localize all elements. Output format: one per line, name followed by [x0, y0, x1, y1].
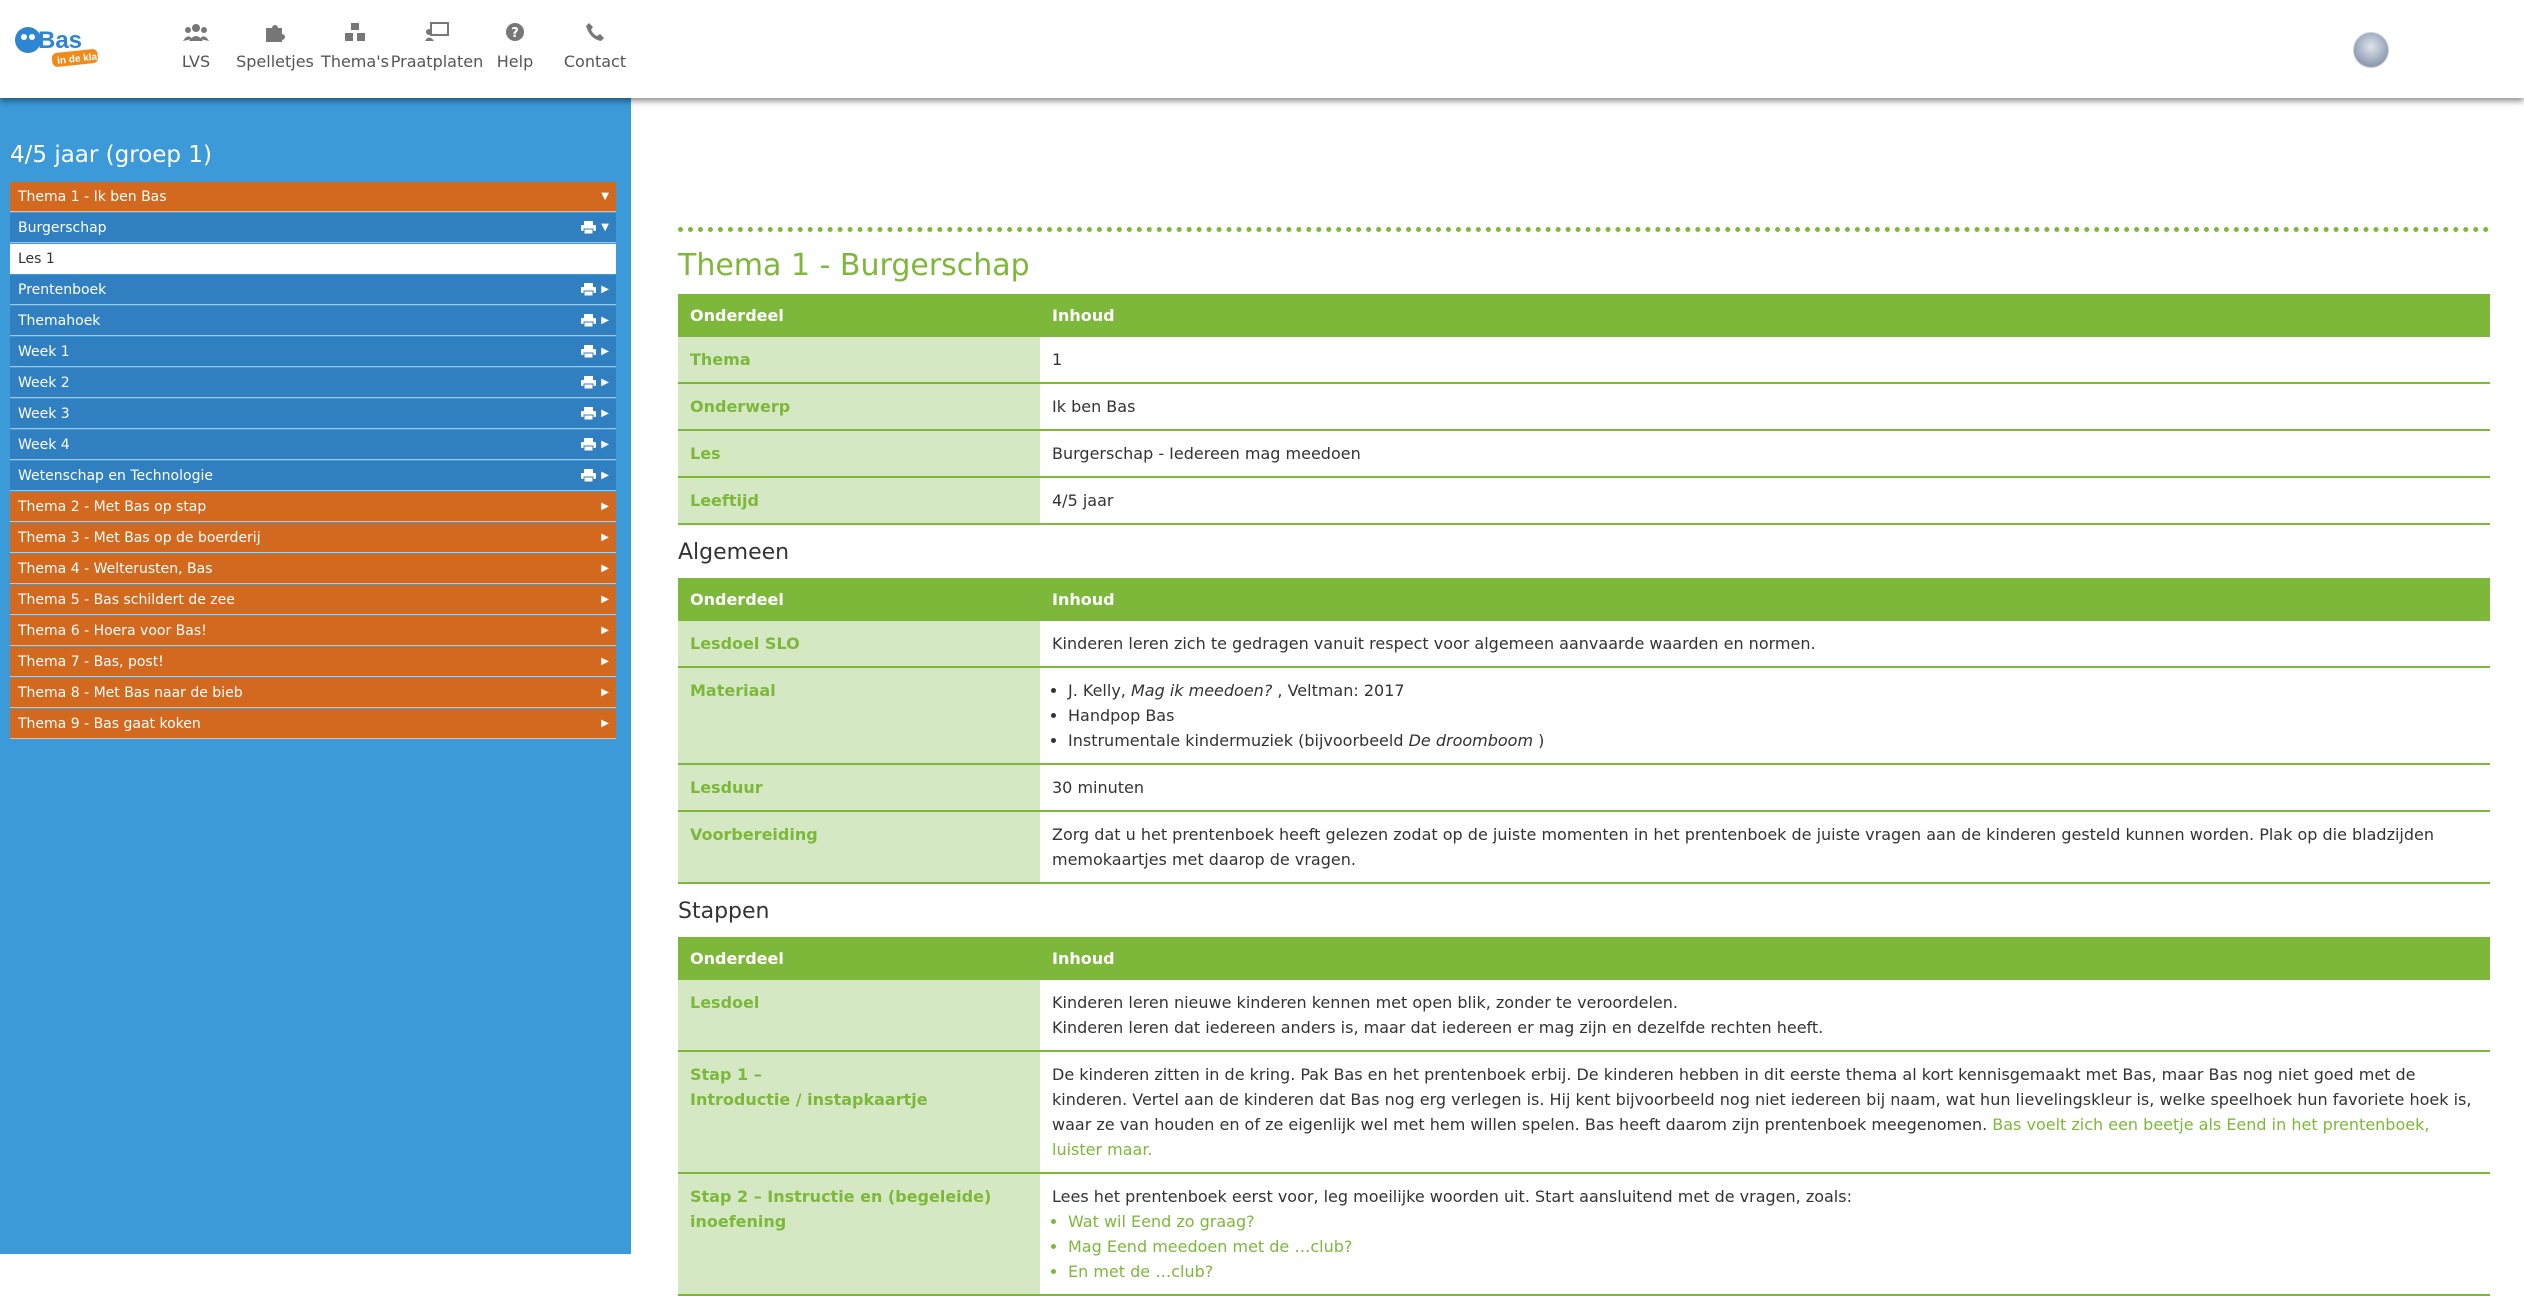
sidebar-title: 4/5 jaar (groep 1) [10, 142, 212, 168]
caret-right-icon: ▶ [601, 625, 609, 636]
menu-item-label: Prentenboek [18, 282, 107, 298]
row-value: Ik ben Bas [1040, 383, 2490, 430]
menu-item-prentenboek[interactable] [10, 275, 616, 305]
menu-item-thema-6[interactable] [10, 616, 616, 646]
caret-right-icon: ▶ [601, 284, 609, 295]
menu-item-thema-8[interactable] [10, 678, 616, 708]
row-value: Burgerschap - Iedereen mag meedoen [1040, 430, 2490, 477]
question-list [1052, 1209, 2478, 1284]
menu-item-thema-3[interactable] [10, 523, 616, 553]
user-avatar[interactable] [2353, 32, 2389, 68]
menu-item-burgerschap[interactable] [10, 213, 616, 243]
column-header-inhoud: Inhoud [1040, 937, 2490, 980]
step-label: Introductie / instapkaartje [690, 1090, 928, 1109]
row-value: Zorg dat u het prentenboek heeft gelezen zodat op de juiste momenten in het prentenboek de juiste vragen aan de kinderen gesteld kunnen worden. Plak op die bladzijden memokaartjes met daarop de vragen. [1040, 811, 2490, 883]
table-header-row [678, 937, 2490, 980]
caret-right-icon: ▶ [601, 470, 609, 481]
table-row [678, 477, 2490, 524]
row-value [1040, 667, 2490, 764]
table-row [678, 1173, 2490, 1295]
print-icon[interactable] [581, 376, 596, 389]
list-item-text: Instrumentale kindermuziek (bijvoorbeeld [1068, 731, 1409, 750]
menu-item-week-4[interactable] [10, 430, 616, 460]
caret-right-icon: ▶ [601, 408, 609, 419]
svg-text:?: ? [511, 26, 519, 41]
list-item-text: J. Kelly, [1068, 681, 1131, 700]
list-item-text: Handpop Bas [1068, 706, 1175, 725]
music-title: De droomboom [1408, 731, 1534, 750]
column-header-inhoud: Inhoud [1040, 294, 2490, 337]
table-row [678, 980, 2490, 1051]
table-row [678, 1051, 2490, 1173]
print-icon[interactable] [581, 438, 596, 451]
list-item: • Mag Eend meedoen met de …club? [1068, 1234, 2478, 1259]
column-header-onderdeel: Onderdeel [678, 937, 1040, 980]
menu-item-label: Thema 7 - Bas, post! [18, 654, 164, 670]
row-value: Kinderen leren zich te gedragen vanuit respect voor algemeen aanvaarde waarden en normen. [1040, 621, 2490, 667]
menu-item-wetenschap[interactable] [10, 461, 616, 491]
menu-item-label: Thema 1 - Ik ben Bas [18, 189, 167, 205]
logo-subtext: in de klas [56, 51, 104, 67]
row-value: 4/5 jaar [1040, 477, 2490, 524]
table-header-row [678, 294, 2490, 337]
caret-right-icon: ▶ [601, 439, 609, 450]
nav-label: Thema's [321, 52, 389, 71]
lesdoel-line: Kinderen leren dat iedereen anders is, maar dat iedereen er mag zijn en dezelfde rechten heeft. [1052, 1018, 1824, 1037]
menu-item-thema-4[interactable] [10, 554, 616, 584]
table-row [678, 383, 2490, 430]
logo-text: Bas [38, 27, 83, 54]
table-row [678, 621, 2490, 667]
step-text: Lees het prentenboek eerst voor, leg moeilijke woorden uit. Start aansluitend met de vragen, zoals: [1052, 1187, 1852, 1206]
step-text: De kinderen zitten in de kring. Pak Bas en het prentenboek erbij. De kinderen hebben in dit eerste thema al kort kennisgemaakt met Bas, maar Bas nog niet goed met de kinderen. Vertel aan de kinderen dat Bas nog erg verlegen is. Hij kent bijvoorbeeld nog niet iedereen bij naam, wat hun lievelingskleur is, welke speelhoek hun favoriete hoek is, waar ze van houden en of ze eigenlijk wel met hem willen spelen. Bas heeft daarom zijn prentenboek meegenomen. [1052, 1065, 2472, 1134]
sidebar-menu [10, 182, 616, 740]
list-item [1068, 703, 2478, 728]
row-value: 30 minuten [1040, 764, 2490, 811]
caret-right-icon: ▶ [601, 687, 609, 698]
menu-item-label: Thema 9 - Bas gaat koken [18, 716, 201, 732]
phone-icon [545, 22, 645, 48]
menu-item-label: Thema 6 - Hoera voor Bas! [18, 623, 207, 639]
row-key: Onderwerp [678, 383, 1040, 430]
menu-item-thema-1[interactable] [10, 182, 616, 212]
caret-right-icon: ▶ [601, 563, 609, 574]
menu-item-label: Thema 8 - Met Bas naar de bieb [18, 685, 243, 701]
nav-label: Spelletjes [236, 52, 314, 71]
material-list [1052, 678, 2478, 753]
caret-right-icon: ▶ [601, 346, 609, 357]
row-key: Leeftijd [678, 477, 1040, 524]
nav-label: LVS [181, 52, 211, 71]
menu-item-label: Wetenschap en Technologie [18, 468, 213, 484]
row-value [1040, 1173, 2490, 1295]
menu-item-week-3[interactable] [10, 399, 616, 429]
row-key [678, 1051, 1040, 1173]
nav-contact[interactable] [545, 22, 645, 71]
list-item [1068, 678, 2478, 703]
list-item: • Wat wil Eend zo graag? [1068, 1209, 2478, 1234]
list-item-text: ) [1533, 731, 1545, 750]
caret-right-icon: ▶ [601, 501, 609, 512]
menu-item-label: Week 1 [18, 344, 70, 360]
overview-table [678, 294, 2490, 525]
list-item-text: , Veltman: 2017 [1272, 681, 1405, 700]
nav-label: Praatplaten [390, 52, 484, 71]
row-key: Lesdoel [678, 980, 1040, 1051]
table-row [678, 764, 2490, 811]
caret-right-icon: ▶ [601, 315, 609, 326]
row-key: Materiaal [678, 667, 1040, 764]
menu-item-les-1[interactable] [10, 244, 616, 274]
step-label: Stap 1 – [690, 1065, 762, 1084]
table-row [678, 430, 2490, 477]
menu-item-label: Les 1 [18, 251, 55, 267]
lesdoel-line: Kinderen leren nieuwe kinderen kennen met open blik, zonder te veroordelen. [1052, 993, 1678, 1012]
row-key: Les [678, 430, 1040, 477]
print-icon[interactable] [581, 345, 596, 358]
menu-item-label: Burgerschap [18, 220, 107, 236]
column-header-onderdeel: Onderdeel [678, 294, 1040, 337]
menu-item-label: Week 3 [18, 406, 70, 422]
row-key: Lesdoel SLO [678, 621, 1040, 667]
menu-item-week-1[interactable] [10, 337, 616, 367]
caret-down-icon: ▼ [601, 222, 609, 233]
caret-right-icon: ▶ [601, 377, 609, 388]
print-icon[interactable] [581, 283, 596, 296]
caret-right-icon: ▶ [601, 718, 609, 729]
row-value [1040, 1051, 2490, 1173]
caret-right-icon: ▶ [601, 656, 609, 667]
caret-down-icon: ▼ [601, 191, 609, 202]
menu-item-label: Week 4 [18, 437, 70, 453]
bas-logo[interactable] [10, 20, 110, 70]
table-row [678, 811, 2490, 883]
nav-label: Contact [563, 52, 627, 71]
stappen-table [678, 937, 2490, 1296]
table-header-row [678, 578, 2490, 621]
menu-item-week-2[interactable] [10, 368, 616, 398]
table-row [678, 337, 2490, 383]
print-icon[interactable] [581, 221, 596, 234]
list-item [1068, 728, 2478, 753]
menu-item-thema-7[interactable] [10, 647, 616, 677]
row-key: Voorbereiding [678, 811, 1040, 883]
caret-right-icon: ▶ [601, 532, 609, 543]
section-title-algemeen: Algemeen [678, 540, 790, 565]
highlight-text: Bas voelt zich een beetje als Eend in het prentenboek, luister maar. [1052, 1115, 2430, 1159]
dotted-divider [678, 227, 2490, 232]
print-icon[interactable] [581, 469, 596, 482]
print-icon[interactable] [581, 407, 596, 420]
menu-item-themahoek[interactable] [10, 306, 616, 336]
menu-item-label: Thema 5 - Bas schildert de zee [18, 592, 235, 608]
menu-item-label: Thema 2 - Met Bas op stap [18, 499, 207, 515]
row-key: Lesduur [678, 764, 1040, 811]
book-title: Mag ik meedoen? [1130, 681, 1273, 700]
section-title-stappen: Stappen [678, 899, 770, 924]
list-item: • En met de …club? [1068, 1259, 2478, 1284]
row-key: Thema [678, 337, 1040, 383]
print-icon[interactable] [581, 314, 596, 327]
menu-item-label: Thema 3 - Met Bas op de boerderij [18, 530, 261, 546]
top-navbar [0, 0, 2524, 98]
column-header-inhoud: Inhoud [1040, 578, 2490, 621]
caret-right-icon: ▶ [601, 594, 609, 605]
sidebar [0, 98, 631, 1254]
table-row [678, 667, 2490, 764]
algemeen-table [678, 578, 2490, 884]
menu-item-label: Thema 4 - Welterusten, Bas [18, 561, 213, 577]
menu-item-label: Week 2 [18, 375, 70, 391]
row-value: 1 [1040, 337, 2490, 383]
page-title: Thema 1 - Burgerschap [678, 248, 1030, 283]
menu-item-thema-5[interactable] [10, 585, 616, 615]
menu-item-thema-9[interactable] [10, 709, 616, 739]
column-header-onderdeel: Onderdeel [678, 578, 1040, 621]
nav-label: Help [496, 52, 534, 71]
menu-item-label: Themahoek [18, 313, 101, 329]
row-value [1040, 980, 2490, 1051]
menu-item-thema-2[interactable] [10, 492, 616, 522]
row-key: Stap 2 – Instructie en (begeleide) inoefening [678, 1173, 1040, 1295]
